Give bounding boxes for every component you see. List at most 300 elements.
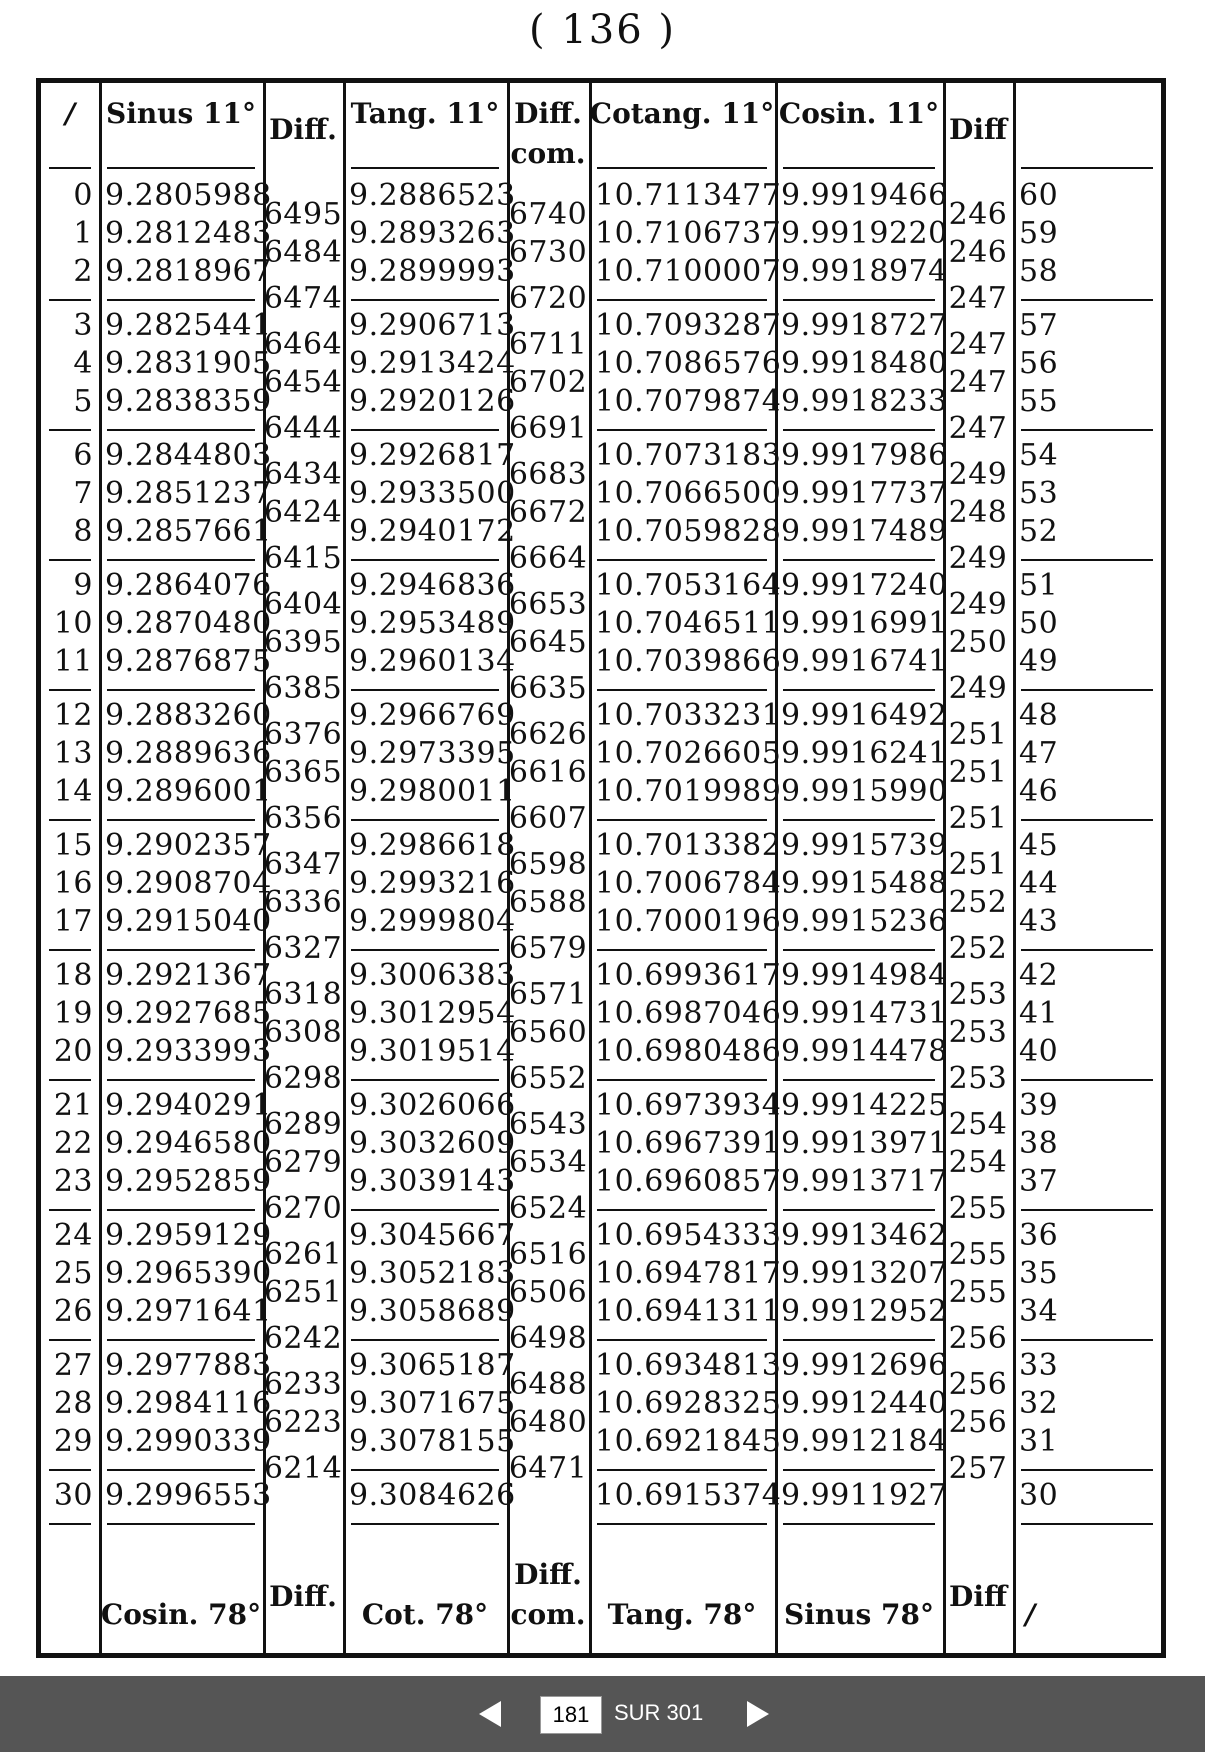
group-separator [1021, 689, 1153, 691]
sinus-value: 9.2933993 [105, 1034, 272, 1069]
diff-com-value: 6543 [508, 1107, 588, 1142]
group-separator [107, 299, 255, 301]
minute-label: 0 [73, 178, 93, 213]
cotang-value: 10.6960857 [595, 1164, 782, 1199]
cotang-value: 10.7006784 [595, 866, 782, 901]
diff-value: 6484 [263, 235, 343, 270]
cotang-value: 10.7066500 [595, 476, 782, 511]
minute-label-right: 47 [1019, 736, 1059, 771]
cotang-value: 10.7053164 [595, 568, 782, 603]
minute-label-right: 43 [1019, 904, 1059, 939]
sinus-value: 9.2825441 [105, 308, 272, 343]
group-separator [49, 559, 91, 561]
header-diff-cosin: Diff [949, 113, 1007, 146]
cosin-value: 9.9918480 [781, 346, 948, 381]
group-separator [107, 1339, 255, 1341]
cosin-value: 9.9916241 [781, 736, 948, 771]
tang-value: 9.3012954 [349, 996, 516, 1031]
diff-cosin-value: 249 [948, 587, 1008, 622]
minute-label-right: 48 [1019, 698, 1059, 733]
minute-label: 28 [53, 1386, 93, 1421]
cotang-value: 10.6980486 [595, 1034, 782, 1069]
diff-com-value: 6711 [508, 327, 588, 362]
diff-com-value: 6534 [508, 1145, 588, 1180]
diff-com-value: 6524 [508, 1191, 588, 1226]
diff-value: 6376 [263, 717, 343, 752]
cosin-value: 9.9912696 [781, 1348, 948, 1383]
cosin-value: 9.9918974 [781, 254, 948, 289]
diff-value: 6336 [263, 885, 343, 920]
sinus-value: 9.2838359 [105, 384, 272, 419]
diff-cosin-value: 252 [948, 885, 1008, 920]
cosin-value: 9.9916991 [781, 606, 948, 641]
group-separator [1021, 299, 1153, 301]
diff-value: 6318 [263, 977, 343, 1012]
group-separator [597, 1469, 767, 1471]
tang-value: 9.2913424 [349, 346, 516, 381]
diff-value: 6233 [263, 1367, 343, 1402]
cotang-value: 10.7113477 [595, 178, 782, 213]
group-separator [351, 559, 499, 561]
group-separator [351, 1209, 499, 1211]
viewer-nav-bar [0, 1676, 1205, 1752]
tang-value: 9.3006383 [349, 958, 516, 993]
diff-com-value: 6664 [508, 541, 588, 576]
minute-label-right: 41 [1019, 996, 1059, 1031]
group-separator [1021, 949, 1153, 951]
diff-value: 6251 [263, 1275, 343, 1310]
sinus-value: 9.2952859 [105, 1164, 272, 1199]
group-separator [597, 689, 767, 691]
diff-cosin-value: 250 [948, 625, 1008, 660]
diff-value: 6385 [263, 671, 343, 706]
triangle-right-icon [745, 1699, 771, 1729]
tang-value: 9.3058689 [349, 1294, 516, 1329]
sinus-value: 9.2876875 [105, 644, 272, 679]
group-separator [351, 1339, 499, 1341]
footer-sinus: Sinus 78° [783, 1598, 935, 1631]
cotang-value: 10.7079874 [595, 384, 782, 419]
diff-com-value: 6516 [508, 1237, 588, 1272]
diff-com-value: 6598 [508, 847, 588, 882]
minute-label-right: 50 [1019, 606, 1059, 641]
cosin-value: 9.9915236 [781, 904, 948, 939]
column-cotang [589, 83, 782, 1653]
previous-page-button[interactable] [468, 1694, 512, 1734]
diff-value: 6404 [263, 587, 343, 622]
tang-value: 9.2920126 [349, 384, 516, 419]
footer-cot: Cot. 78° [361, 1598, 489, 1631]
diff-com-value: 6616 [508, 755, 588, 790]
cotang-value: 10.7086576 [595, 346, 782, 381]
tang-value: 9.2999804 [349, 904, 516, 939]
diff-cosin-value: 253 [948, 1061, 1008, 1096]
diff-cosin-value: 256 [948, 1367, 1008, 1402]
group-separator [107, 1469, 255, 1471]
group-separator [49, 819, 91, 821]
group-separator [107, 949, 255, 951]
sinus-value: 9.2908704 [105, 866, 272, 901]
tang-value: 9.2886523 [349, 178, 516, 213]
diff-com-value: 6672 [508, 495, 588, 530]
diff-com-value: 6471 [508, 1451, 588, 1486]
minute-label: 8 [73, 514, 93, 549]
diff-value: 6365 [263, 755, 343, 790]
diff-cosin-value: 246 [948, 197, 1008, 232]
minute-label-right: 58 [1019, 254, 1059, 289]
cotang-value: 10.6973934 [595, 1088, 782, 1123]
diff-cosin-value: 247 [948, 281, 1008, 316]
sinus-value: 9.2870480 [105, 606, 272, 641]
cosin-value: 9.9918727 [781, 308, 948, 343]
diff-value: 6347 [263, 847, 343, 882]
diff-com-value: 6607 [508, 801, 588, 836]
tang-value: 9.2953489 [349, 606, 516, 641]
tang-value: 9.3032609 [349, 1126, 516, 1161]
minute-label: 23 [53, 1164, 93, 1199]
diff-value: 6279 [263, 1145, 343, 1180]
tang-value: 9.2933500 [349, 476, 516, 511]
diff-value: 6261 [263, 1237, 343, 1272]
sinus-value: 9.2857661 [105, 514, 272, 549]
minute-label: 9 [73, 568, 93, 603]
diff-value: 6464 [263, 327, 343, 362]
page-total-label: SUR 301 [614, 1700, 704, 1725]
diff-cosin-value: 255 [948, 1237, 1008, 1272]
tang-value: 9.3039143 [349, 1164, 516, 1199]
group-separator [1021, 167, 1153, 169]
tang-value: 9.2993216 [349, 866, 516, 901]
diff-value: 6223 [263, 1405, 343, 1440]
sinus-value: 9.2896001 [105, 774, 272, 809]
diff-com-value: 6626 [508, 717, 588, 752]
diff-cosin-value: 247 [948, 365, 1008, 400]
diff-cosin-value: 251 [948, 717, 1008, 752]
minute-label: 26 [53, 1294, 93, 1329]
minute-label-right: 33 [1019, 1348, 1059, 1383]
minute-label-right: 59 [1019, 216, 1059, 251]
group-separator [783, 1469, 935, 1471]
group-separator [107, 1209, 255, 1211]
minute-label-right: 39 [1019, 1088, 1059, 1123]
cotang-value: 10.6934813 [595, 1348, 782, 1383]
minute-label-right: 53 [1019, 476, 1059, 511]
trig-table [36, 78, 1166, 1658]
cosin-value: 9.9917737 [781, 476, 948, 511]
diff-value: 6327 [263, 931, 343, 966]
diff-cosin-value: 251 [948, 847, 1008, 882]
group-separator [49, 1469, 91, 1471]
minute-label-right: 42 [1019, 958, 1059, 993]
group-separator [107, 559, 255, 561]
diff-cosin-value: 251 [948, 755, 1008, 790]
tang-value: 9.2906713 [349, 308, 516, 343]
minute-label-right: 51 [1019, 568, 1059, 603]
tang-value: 9.3071675 [349, 1386, 516, 1421]
sinus-value: 9.2844803 [105, 438, 272, 473]
group-separator [351, 429, 499, 431]
group-separator [597, 167, 767, 169]
group-separator [783, 167, 935, 169]
sinus-value: 9.2940291 [105, 1088, 272, 1123]
diff-cosin-value: 249 [948, 457, 1008, 492]
cosin-value: 9.9914225 [781, 1088, 948, 1123]
diff-cosin-value: 251 [948, 801, 1008, 836]
header-cosin: Cosin. 11° [778, 97, 940, 130]
group-separator [351, 949, 499, 951]
group-separator [1021, 1469, 1153, 1471]
cotang-value: 10.6915374 [595, 1478, 782, 1513]
minute-label-right: 38 [1019, 1126, 1059, 1161]
group-separator [351, 299, 499, 301]
group-separator [783, 559, 935, 561]
minute-label: 20 [53, 1034, 93, 1069]
sinus-value: 9.2965390 [105, 1256, 272, 1291]
cotang-value: 10.6954333 [595, 1218, 782, 1253]
group-separator [597, 1339, 767, 1341]
minute-label-right: 40 [1019, 1034, 1059, 1069]
diff-com-value: 6730 [508, 235, 588, 270]
diff-cosin-value: 249 [948, 671, 1008, 706]
header-tang: Tang. 11° [350, 97, 500, 130]
group-separator [1021, 1209, 1153, 1211]
cotang-value: 10.7073183 [595, 438, 782, 473]
group-separator [351, 1469, 499, 1471]
diff-com-value: 6720 [508, 281, 588, 316]
minute-label: 22 [53, 1126, 93, 1161]
cosin-value: 9.9917240 [781, 568, 948, 603]
cosin-value: 9.9916492 [781, 698, 948, 733]
column-cosin [775, 83, 946, 1653]
minute-label-right: 31 [1019, 1424, 1059, 1459]
diff-cosin-value: 255 [948, 1191, 1008, 1226]
minute-label: 10 [53, 606, 93, 641]
tang-value: 9.3084626 [349, 1478, 516, 1513]
cotang-value: 10.7019989 [595, 774, 782, 809]
diff-cosin-value: 257 [948, 1451, 1008, 1486]
triangle-left-icon [477, 1699, 503, 1729]
minute-label: 24 [53, 1218, 93, 1253]
diff-cosin-value: 247 [948, 327, 1008, 362]
minute-label: 18 [53, 958, 93, 993]
diff-value: 6298 [263, 1061, 343, 1096]
group-separator [1021, 1339, 1153, 1341]
diff-value: 6214 [263, 1451, 343, 1486]
sinus-value: 9.2805988 [105, 178, 272, 213]
cotang-value: 10.7059828 [595, 514, 782, 549]
sinus-value: 9.2971641 [105, 1294, 272, 1329]
diff-com-value: 6506 [508, 1275, 588, 1310]
diff-value: 6415 [263, 541, 343, 576]
group-separator [1021, 819, 1153, 821]
minute-label: 6 [73, 438, 93, 473]
cosin-value: 9.9917489 [781, 514, 948, 549]
tang-value: 9.3019514 [349, 1034, 516, 1069]
diff-com-value: 6560 [508, 1015, 588, 1050]
diff-cosin-value: 256 [948, 1321, 1008, 1356]
diff-value: 6495 [263, 197, 343, 232]
cotang-value: 10.6993617 [595, 958, 782, 993]
diff-cosin-value: 254 [948, 1145, 1008, 1180]
column-tang [343, 83, 516, 1653]
sinus-value: 9.2921367 [105, 958, 272, 993]
group-separator [351, 819, 499, 821]
diff-com-value: 6571 [508, 977, 588, 1012]
group-separator [107, 819, 255, 821]
group-separator [49, 689, 91, 691]
minute-label-right: 34 [1019, 1294, 1059, 1329]
diff-cosin-value: 253 [948, 1015, 1008, 1050]
group-separator [351, 167, 499, 169]
diff-value: 6424 [263, 495, 343, 530]
cotang-value: 10.7100007 [595, 254, 782, 289]
cosin-value: 9.9915739 [781, 828, 948, 863]
cosin-value: 9.9917986 [781, 438, 948, 473]
group-separator [107, 167, 255, 169]
footer-diff-cosin: Diff [949, 1580, 1007, 1613]
diff-value: 6434 [263, 457, 343, 492]
group-separator [107, 1079, 255, 1081]
header-sinus: Sinus 11° [105, 97, 257, 130]
group-separator [1021, 429, 1153, 431]
cosin-value: 9.9919220 [781, 216, 948, 251]
minute-label-right: 36 [1019, 1218, 1059, 1253]
sinus-value: 9.2927685 [105, 996, 272, 1031]
group-separator [597, 559, 767, 561]
diff-cosin-value: 254 [948, 1107, 1008, 1142]
minute-label: 5 [73, 384, 93, 419]
diff-cosin-value: 256 [948, 1405, 1008, 1440]
diff-com-value: 6588 [508, 885, 588, 920]
cosin-value: 9.9912952 [781, 1294, 948, 1329]
cosin-value: 9.9912440 [781, 1386, 948, 1421]
diff-value: 6289 [263, 1107, 343, 1142]
column-diff [263, 83, 346, 1653]
cotang-value: 10.6921845 [595, 1424, 782, 1459]
minute-label: 4 [73, 346, 93, 381]
minute-label-right: 49 [1019, 644, 1059, 679]
diff-com-value: 6645 [508, 625, 588, 660]
sinus-value: 9.2864076 [105, 568, 272, 603]
diff-com-value: 6683 [508, 457, 588, 492]
minute-label: 3 [73, 308, 93, 343]
diff-cosin-value: 247 [948, 411, 1008, 446]
tang-value: 9.2986618 [349, 828, 516, 863]
minute-label-right: 37 [1019, 1164, 1059, 1199]
minute-label: 11 [53, 644, 93, 679]
cosin-value: 9.9915990 [781, 774, 948, 809]
group-separator [49, 299, 91, 301]
cotang-value: 10.7093287 [595, 308, 782, 343]
cosin-value: 9.9914984 [781, 958, 948, 993]
tang-value: 9.2960134 [349, 644, 516, 679]
diff-value: 6395 [263, 625, 343, 660]
group-separator [783, 819, 935, 821]
diff-cosin-value: 253 [948, 977, 1008, 1012]
cotang-value: 10.7013382 [595, 828, 782, 863]
diff-com-value: 6653 [508, 587, 588, 622]
group-separator [351, 689, 499, 691]
sinus-value: 9.2977883 [105, 1348, 272, 1383]
diff-value: 6454 [263, 365, 343, 400]
diff-com-value: 6498 [508, 1321, 588, 1356]
tang-value: 9.3065187 [349, 1348, 516, 1383]
group-separator [597, 299, 767, 301]
tang-value: 9.3026066 [349, 1088, 516, 1123]
group-separator [597, 819, 767, 821]
cotang-value: 10.7039866 [595, 644, 782, 679]
cosin-value: 9.9913207 [781, 1256, 948, 1291]
group-separator [597, 1523, 767, 1525]
group-separator [783, 689, 935, 691]
footer-tang: Tang. 78° [607, 1598, 757, 1631]
minute-label-right: 45 [1019, 828, 1059, 863]
diff-com-value: 6635 [508, 671, 588, 706]
tang-value: 9.3078155 [349, 1424, 516, 1459]
diff-com-value: 6579 [508, 931, 588, 966]
diff-com-value: 6552 [508, 1061, 588, 1096]
cotang-value: 10.6967391 [595, 1126, 782, 1161]
sinus-value: 9.2831905 [105, 346, 272, 381]
diff-com-value: 6480 [508, 1405, 588, 1440]
group-separator [49, 1523, 91, 1525]
minute-label: 30 [53, 1478, 93, 1513]
minute-label-right: 35 [1019, 1256, 1059, 1291]
tang-value: 9.2893263 [349, 216, 516, 251]
page-number-input[interactable] [540, 1696, 602, 1734]
tang-value: 9.2926817 [349, 438, 516, 473]
header-minutes: / [64, 97, 76, 130]
minute-label: 13 [53, 736, 93, 771]
sinus-value: 9.2959129 [105, 1218, 272, 1253]
minute-label: 2 [73, 254, 93, 289]
sinus-value: 9.2902357 [105, 828, 272, 863]
group-separator [783, 1079, 935, 1081]
group-separator [49, 949, 91, 951]
column-minutes-right [1013, 83, 1161, 1653]
group-separator [597, 1209, 767, 1211]
header-diff-com-2: com. [510, 137, 586, 170]
diff-value: 6270 [263, 1191, 343, 1226]
diff-value: 6474 [263, 281, 343, 316]
cotang-value: 10.6947817 [595, 1256, 782, 1291]
diff-cosin-value: 255 [948, 1275, 1008, 1310]
diff-com-value: 6488 [508, 1367, 588, 1402]
group-separator [1021, 1523, 1153, 1525]
tang-value: 9.2980011 [349, 774, 516, 809]
sinus-value: 9.2851237 [105, 476, 272, 511]
group-separator [49, 429, 91, 431]
group-separator [783, 429, 935, 431]
cotang-value: 10.7026605 [595, 736, 782, 771]
footer-diff-com-1: Diff. [514, 1558, 582, 1591]
header-cotang: Cotang. 11° [589, 97, 775, 130]
group-separator [1021, 1079, 1153, 1081]
minute-label: 17 [53, 904, 93, 939]
sinus-value: 9.2946580 [105, 1126, 272, 1161]
group-separator [49, 167, 91, 169]
minute-label: 14 [53, 774, 93, 809]
minute-label-right: 52 [1019, 514, 1059, 549]
next-page-button[interactable] [736, 1694, 780, 1734]
group-separator [783, 1209, 935, 1211]
minute-label: 7 [73, 476, 93, 511]
column-sinus [99, 83, 272, 1653]
minute-label-right: 60 [1019, 178, 1059, 213]
minute-label-right: 57 [1019, 308, 1059, 343]
cotang-value: 10.6987046 [595, 996, 782, 1031]
cotang-value: 10.6941311 [595, 1294, 782, 1329]
